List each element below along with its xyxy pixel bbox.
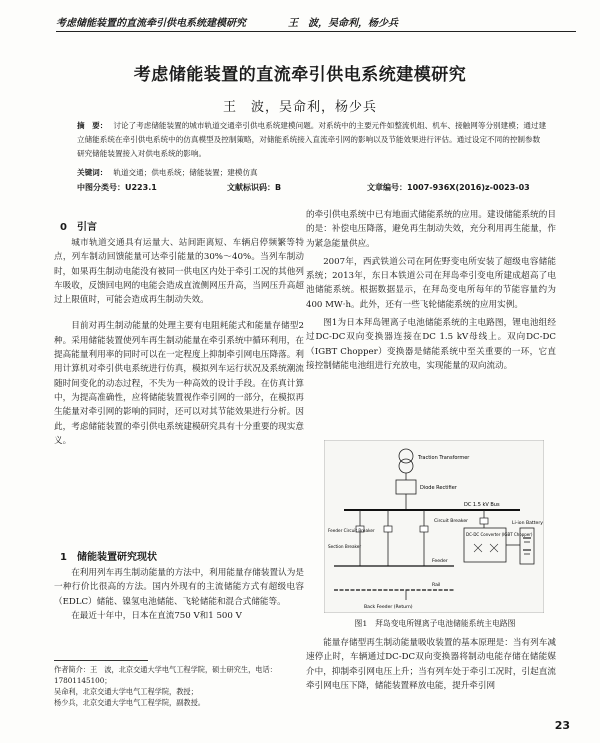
label-dc-bus: DC 1.5 kV Bus xyxy=(464,502,500,508)
paper-authors: 王 波，吴命利，杨少兵 xyxy=(222,100,377,115)
footnote-rule xyxy=(54,660,148,661)
feeder-breaker xyxy=(384,526,392,532)
document-code: 文献标识码：B xyxy=(227,183,282,192)
breaker-symbol xyxy=(480,518,488,524)
keywords-text: 轨道交通；供电系统；储能装置；建模仿真 xyxy=(113,168,258,177)
footnote-line: 杨少兵，北京交通大学电气工程学院，副教授。 xyxy=(54,698,205,707)
abstract xyxy=(77,119,547,161)
article-number: 文章编号：1007-936X(2016)z-0023-03 xyxy=(367,183,530,192)
paragraph: 图1为日本拜岛锂离子电池储能系统的主电路图，锂电池组经过DC-DC双向变换器连接在DC 1.5 kV母线上。双向DC-DC（IGBT Chopper）变换器是储能系统中至关重要的一环，它直接控制储能电池组进行充放电，实现能量的双向流动。 xyxy=(306,318,556,371)
left-column-intro xyxy=(54,236,304,448)
paragraph: 的牵引供电系统中已有地面式储能系统的应用。建设储能系统的目的是：补偿电压降落，避免再生制动失效，充分利用再生能量，作为紧急能量供应。 xyxy=(306,210,556,249)
paragraph: 城市轨道交通具有运量大、站间距离短、车辆启停频繁等特点，列车制动回馈能量可达牵引能量的30%～40%。当列车制动时，如果再生制动电能没有被同一供电区内处于牵引工况的其他列车吸收，反馈回电网的电能会造成直流侧网压升高，当网压升高超过上限值时，可能会造成再生制动失效。 xyxy=(54,238,304,306)
label-rail: Rail xyxy=(432,583,441,588)
running-head xyxy=(56,10,576,32)
paper-title: 考虑储能装置的直流牵引供电系统建模研究 xyxy=(133,65,467,85)
right-column xyxy=(306,208,556,373)
paragraph: 2007年，西武铁道公司在阿佐野变电所安装了超级电容储能系统；2013年，东日本铁道公司在拜岛牵引变电所建成超高了电池储能系统。根据数据显示，在拜岛变电所每年的节能容量约为400 MW·h。此外，还有一些飞轮储能系统的应用实例。 xyxy=(306,256,556,310)
circuit-diagram-figure xyxy=(324,440,544,613)
label-section-breaker: Section Breaker xyxy=(328,544,362,549)
keywords-label: 关键词： xyxy=(77,168,108,177)
abstract-label: 摘 要： xyxy=(77,121,108,130)
section-heading-intro: 0 引言 xyxy=(60,222,97,233)
label-dcdc: DC-DC Converter (IGBT Chopper) xyxy=(466,532,533,537)
label-breaker: Circuit Breaker xyxy=(434,519,469,524)
header-rule xyxy=(56,31,576,32)
label-battery: Li-ion Battery xyxy=(512,521,543,526)
paragraph: 在最近十年中，日本在直流750 V和1 500 V xyxy=(71,610,242,621)
section-heading-status: 1 储能装置研究现状 xyxy=(60,552,157,563)
circuit-diagram xyxy=(324,440,544,613)
right-column-bottom xyxy=(306,636,556,693)
clc-number: 中图分类号：U223.1 xyxy=(77,183,157,192)
label-diode-rectifier: Diode Rectifier xyxy=(420,485,457,491)
left-column-status xyxy=(54,566,304,623)
label-feeder: Feeder xyxy=(432,559,448,564)
footnote xyxy=(54,664,298,708)
page-number: 23 xyxy=(554,719,570,732)
running-head-authors: 王 波，吴命利，杨少兵 xyxy=(288,18,398,29)
label-back-feeder: Back Feeder (Return) xyxy=(364,605,413,610)
abstract-text: 讨论了考虑储能装置的城市轨道交通牵引供电系统建模问题。对系统中的主要元件如整流机组、机车、接触网等分别建模；通过建立储能系统在牵引供电系统中的仿真模型及控制策略，对储能系统接入直流牵引网的影响以及节能效果进行评估。通过设定不同的控制参数研究储能装置接入对供电系统的影响。 xyxy=(77,121,547,158)
label-feeder-circuit: Feeder Circuit Breaker xyxy=(328,528,375,533)
footnote-line: 吴命利，北京交通大学电气工程学院，教授； xyxy=(54,687,198,696)
label-traction-transformer: Traction Transformer xyxy=(418,455,470,461)
feeder-breaker xyxy=(420,526,428,532)
paragraph: 目前对再生制动能量的处理主要有电阻耗能式和能量存储型2种。采用储能装置使列车再生制动能量在牵引系统中循环利用，在提高能量利用率的同时可以在一定程度上抑制牵引网电压降落。利用计算机对牵引供电系统进行仿真，模拟列车运行状况及系统潮流随时间变化的动态过程，不失为一种高效的设计手段。在仿真计算中，为提高准确性，应将储能装置视作牵引网的一部分，在模拟再生能量对牵引网的影响的同时，还可以对其节能效果进行分析。因此，考虑储能装置的牵引供电系统建模研究具有十分重要的现实意义。 xyxy=(54,321,304,446)
keywords xyxy=(77,166,547,180)
paragraph: 能量存储型再生制动能量吸收装置的基本原理是：当有列车减速停止时，车辆通过DC-DC双向变换器将制动电能存储在储能媒介中，抑制牵引网电压上升；当有列车处于牵引工况时，引起直流牵引网电压下降，储能装置释放电能，提升牵引网 xyxy=(306,638,556,691)
paragraph: 在利用列车再生制动能量的方法中，利用能量存储装置认为是一种行价比很高的方法。国内外现有的主流储能方式有超级电容（EDLC）储能、镍氢电池储能、飞轮储能和混合式储能等。 xyxy=(54,568,304,607)
figure-caption: 图1 拜岛变电所锂离子电池储能系统主电路图 xyxy=(354,619,516,628)
footnote-line: 作者简介：王 波，北京交通大学电气工程学院，硕士研究生，电话：17801145100； xyxy=(54,665,277,685)
running-head-title: 考虑储能装置的直流牵引供电系统建模研究 xyxy=(56,18,246,29)
